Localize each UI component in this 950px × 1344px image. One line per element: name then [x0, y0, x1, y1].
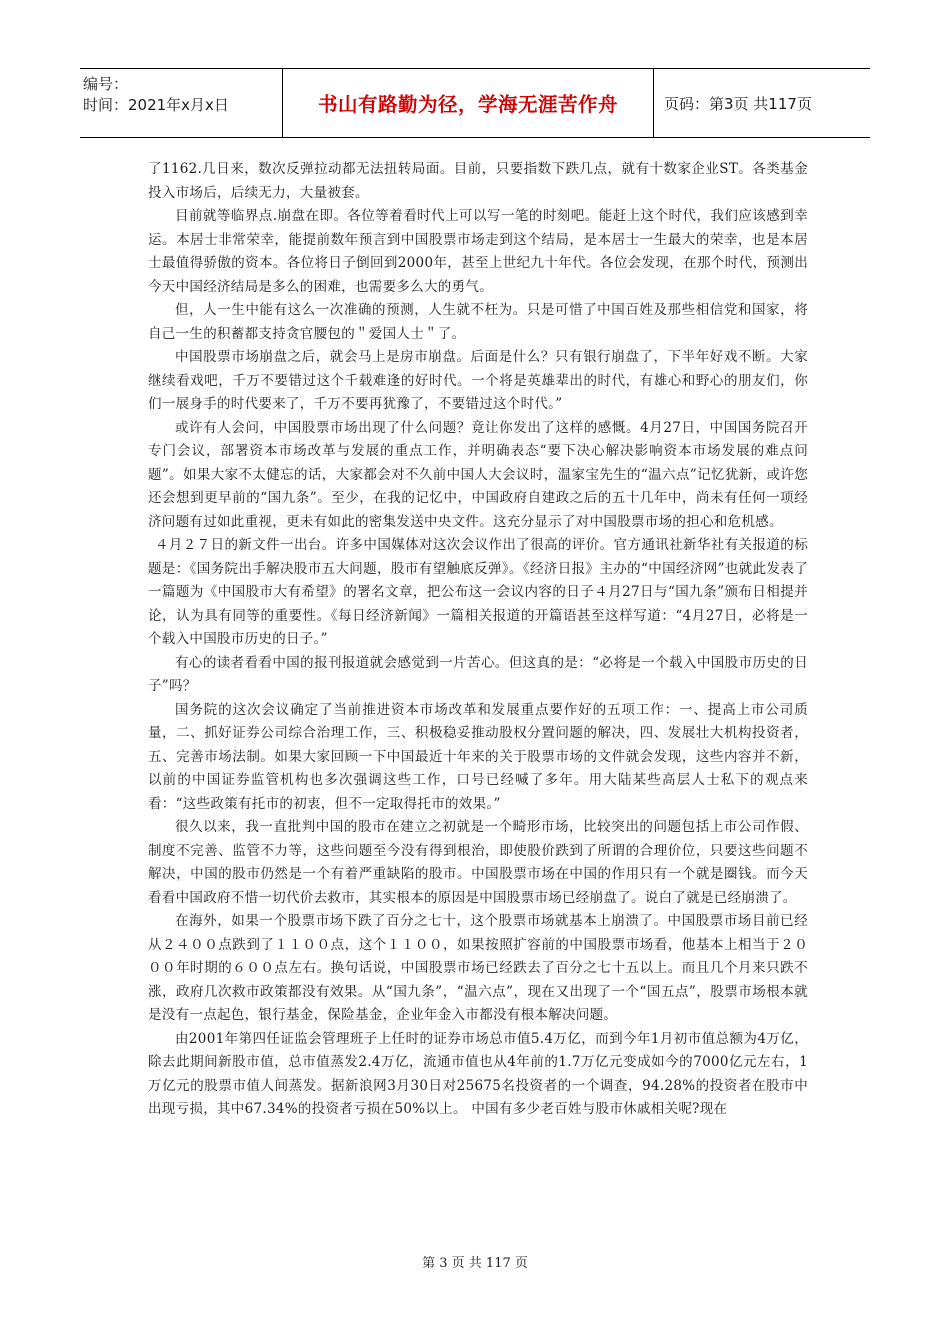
motto-cell — [283, 69, 654, 137]
paragraph: 目前就等临界点.崩盘在即。各位等着看时代上可以写一笔的时刻吧。能赶上这个时代，我们应该感到幸运。本居士非常荣幸，能提前数年预言到中国股票市场走到这个结局，是本居士一生最大的荣幸，也是本居士最值得骄傲的资本。各位将日子倒回到2000年，甚至上世纪九十年代。各位会发现，在那个时代，预测出今天中国经济结局是多么的困难，也需要多么大的勇气。 — [148, 208, 808, 295]
paragraph: 有心的读者看看中国的报刊报道就会感觉到一片苦心。但这真的是：“必将是一个载入中国股市历史的日子”吗？ — [148, 654, 808, 694]
paragraph: 了1162.几日来，数次反弹拉动都无法扭转局面。目前，只要指数下跌几点，就有十数家企业ST。各类基金投入市场后，后续无力，大量被套。 — [148, 161, 808, 201]
paragraph: 在海外，如果一个股票市场下跌了百分之七十，这个股票市场就基本上崩溃了。中国股票市场目前已经从２４００点跌到了１１００点，这个１１００，如果按照扩容前的中国股票市场看，他基本上相当于２０００年时期的６００点左右。换句话说，中国股票市场已经跌去了百分之七十五以上。而且几个月来只跌不涨，政府几次救市政策都没有效果。从“国九条”，“温六点”，现在又出现了一个“国五点”，股票市场根本就是没有一点起色，银行基金，保险基金，企业年金入市都没有根本解决问题。 — [148, 913, 808, 1023]
header-motto: 书山有路勤为径，学海无涯苦作舟 — [317, 93, 618, 116]
page-footer — [0, 1252, 950, 1271]
footer-page-number: 第 3 页 共 117 页 — [422, 1256, 528, 1271]
document-header — [80, 68, 870, 138]
header-info-cell — [80, 69, 283, 137]
document-body — [148, 158, 808, 1122]
page-info-cell — [654, 69, 870, 137]
paragraph: 或许有人会问，中国股票市场出现了什么问题？竟让你发出了这样的感慨。4月27日，中国国务院召开专门会议，部署资本市场改革与发展的重点工作，并明确表态“要下决心解决影响资本市场发展的难点问题”。如果大家不太健忘的话，大家都会对不久前中国人大会议时，温家宝先生的“温六点”记忆犹新，或许您还会想到更早前的“国九条”。至少，在我的记忆中，中国政府自建政之后的五十几年中，尚未有任何一项经济问题有过如此重视，更未有如此的密集发送中央文件。这充分显示了对中国股票市场的担心和危机感。 — [148, 419, 808, 530]
paragraph: ４月２７日的新文件一出台。许多中国媒体对这次会议作出了很高的评价。官方通讯社新华社有关报道的标题是：《国务院出手解决股市五大问题，股市有望触底反弹》。《经济日报》主办的“中国经济网”也就此发表了一篇题为《中国股市大有希望》的署名文章，把公布这一会议内容的日子４月27日与“国九条”颁布日相提并论，认为具有同等的重要性。《每日经济新闻》一篇相关报道的开篇语甚至这样写道：“4月27日，必将是一个载入中国股市历史的日子。” — [148, 537, 808, 647]
paragraph: 很久以来，我一直批判中国的股市在建立之初就是一个畸形市场，比较突出的问题包括上市公司作假、制度不完善、监管不力等，这些问题至今没有得到根治，即使股价跌到了所谓的合理价位，只要这些问题不解决，中国的股市仍然是一个有着严重缺陷的股市。中国股票市场在中国的作用只有一个就是圈钱。而今天看看中国政府不惜一切代价去救市，其实根本的原因是中国股票市场已经崩盘了。说白了就是已经崩溃了。 — [148, 819, 808, 906]
paragraph: 由2001年第四任证监会管理班子上任时的证券市场总市值5.4万亿，而到今年1月初市值总额为4万亿，除去此期间新股市值，总市值蒸发2.4万亿，流通市值也从4年前的1.7万亿元变成如今的7000亿元左右，1万亿元的股票市值人间蒸发。据新浪网3月30日对25675名投资者的一个调查，94.28%的投资者在股市中出现亏损，其中67.34%的投资者亏损在50%以上。 中国有多少老百姓与股市休戚相关呢?现在 — [148, 1030, 808, 1117]
paragraph: 但，人一生中能有这么一次准确的预测，人生就不枉为。只是可惜了中国百姓及那些相信党和国家，将自己一生的积蓄都支持贪官腰包的＂爱国人士＂了。 — [148, 302, 808, 342]
header-page-label: 页码：第3页 共117页 — [664, 94, 812, 113]
paragraph: 中国股票市场崩盘之后，就会马上是房市崩盘。后面是什么？只有银行崩盘了，下半年好戏不断。大家继续看戏吧，千万不要错过这个千载难逢的好时代。一个将是英雄辈出的时代，有雄心和野心的朋友们，你们一展身手的时代要来了，千万不要再犹豫了，不要错过这个时代。” — [148, 349, 808, 412]
number-label: 编号： — [83, 75, 129, 93]
date-label: 时间：2021年x月x日 — [83, 96, 229, 114]
paragraph: 国务院的这次会议确定了当前推进资本市场改革和发展重点要作好的五项工作：一、提高上市公司质量，二、抓好证券公司综合治理工作，三、积极稳妥推动股权分置问题的解决，四、发展壮大机构投资者，五、完善市场法制。如果大家回顾一下中国最近十年来的关于股票市场的文件就会发现，这些内容并不新，以前的中国证券监管机构也多次强调这些工作，口号已经喊了多年。用大陆某些高层人士私下的观点来看：“这些政策有托市的初衷，但不一定取得托市的效果。” — [148, 701, 808, 812]
